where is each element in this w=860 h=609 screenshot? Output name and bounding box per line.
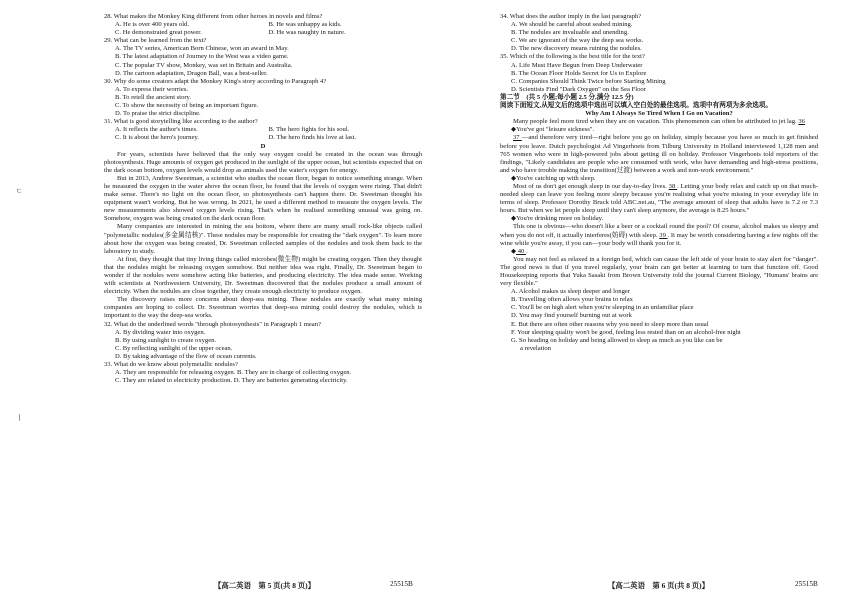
blank-38: 38: [668, 182, 678, 190]
subheading: [500, 248, 818, 256]
blank-37: 37: [513, 134, 522, 142]
option-a: A. By dividing water into oxygen.: [115, 328, 206, 336]
option-b: B. They are in charge of collecting oxygen.: [237, 369, 352, 377]
option-a: A. The TV series, American Born Chinese, won an award in May.: [115, 45, 289, 53]
subheading: ◆You've got "leisure sickness".: [511, 126, 595, 134]
option-d: D. The new discovery means ruining the nodules.: [511, 45, 642, 53]
option-d: D. Scientists Find "Dark Oxygen" on the Sea Floor: [511, 85, 646, 93]
option-item: G. So heading on holiday and being allowed to sleep as much as you like can be: [511, 336, 723, 344]
option-item-continuation: a revelation: [520, 344, 551, 352]
passage-paragraph: Many companies are interested in mining the sea bottom, where there are many small rock-like objects called "polymetallic nodules(多金属结核)". These nodules may be responsible for creating the "dark oxygen". To learn more about how the oxygen was being created, Dr. Sweetman collected samples of the nodules and took them back to the laboratory to study.: [104, 223, 422, 255]
option-b: B. The Ocean Floor Holds Secret for Us to Explore: [511, 69, 647, 77]
question-28: [104, 13, 422, 37]
option-c: C. It is about the hero's journey.: [115, 134, 199, 142]
option-c: C. We are ignorant of the way the deep sea works.: [511, 37, 644, 45]
option-item: C. You'll be on high alert when you're sleeping in an unfamiliar place: [511, 304, 694, 312]
option-c: C. He demonstrated great power.: [115, 29, 202, 37]
page-footer-right: 【高二英语 第 6 页(共 8 页)】: [608, 581, 710, 590]
question-29: [104, 37, 422, 77]
question-32: [104, 321, 422, 361]
option-c: C. They are related to electricity production.: [115, 377, 233, 385]
question-31: [104, 118, 422, 142]
passage-title: Why Am I Always So Tired When I Go on Vacation?: [585, 110, 733, 118]
section-two-heading: 第二节 (共 5 小题;每小题 2.5 分,满分 12.5 分): [500, 93, 634, 101]
question-stem: 28. What makes the Monkey King different from other heroes in novels and films?: [104, 13, 323, 20]
question-stem: 35. Which of the following is the best title for the text?: [500, 53, 645, 61]
paragraph-text: . Letting your body relax and catch up on that much-needed sleep can leave you feeling more sleepy because you're realising what you're missing in your everyday life in terms of sleep. Professor Dorothy Bruck told ABC.net.au, "The average amount of sleep that adults have is 7.2 or 7.3 hours. But when we let people sleep until they can't sleep anymore, the average is 8.25 hours.": [500, 182, 818, 215]
passage-paragraph: [500, 183, 818, 215]
option-a: A. To express their worries.: [115, 85, 189, 93]
subheading: ◆You're catching up with sleep.: [511, 174, 596, 182]
option-item: F. Your sleeping quality won't be good, feeling less rested than on an alcohol-free night: [511, 328, 741, 336]
option-a: A. We should be careful about seabed mining.: [511, 21, 633, 29]
question-34: [500, 13, 818, 53]
left-column: [104, 13, 422, 385]
question-stem: 33. What do we know about polymetallic nodules?: [104, 361, 238, 369]
option-a: A. He is over 400 years old.: [115, 21, 189, 29]
option-cd: [104, 377, 422, 385]
option-d: D. By taking advantage of the flow of ocean currents.: [115, 352, 257, 360]
option-d: D. He was naughty in nature.: [268, 29, 346, 37]
page-code-left: 25515B: [390, 580, 413, 588]
option-b: B. The nodules are invaluable and unending.: [511, 29, 629, 37]
section-d-heading: D: [260, 142, 266, 150]
option-b: B. To retell the ancient story.: [115, 93, 192, 101]
paragraph-text: Many people feel more tired when they are on vacation. This phenomenon can often be attributed to jet lag.: [513, 118, 797, 126]
right-column: [500, 13, 818, 353]
option-d: D. The hero finds his love at last.: [268, 134, 357, 142]
option-a: A. Life Must Have Begun from Deep Underwater: [511, 61, 643, 69]
passage-d: [104, 151, 422, 321]
section-instruction: 阅读下面短文,从短文后的选项中选出可以填入空白处的最佳选项。选项中有两项为多余选项。: [500, 102, 772, 110]
option-item: E. But there are often other reasons why you need to sleep more than usual: [511, 320, 709, 328]
question-33: [104, 361, 422, 385]
option-item: A. Alcohol makes us sleep deeper and longer: [511, 288, 631, 296]
subheading: ◆You're drinking more on holiday.: [511, 215, 604, 223]
option-d: D. To praise the strict discipline.: [115, 110, 201, 118]
question-30: [104, 78, 422, 118]
option-b: B. He was unhappy as kids.: [268, 21, 342, 29]
option-c: C. To show the necessity of being an important figure.: [115, 102, 259, 110]
passage-paragraph: The discovery raises more concerns about deep-sea mining. These nodules are exactly what many mining companies are hoping to collect. Dr. Sweetman worries that deep-sea mining could destroy the nodules, which is important to the way the deep-sea works.: [104, 296, 422, 320]
passage-paragraph: [500, 223, 818, 247]
passage-paragraph: At first, they thought that tiny living things called microbes(微生物) might be creating oxygen. Then they thought that the nodules might be releasing oxygen somehow. But neither idea was right. Finally, Dr. Sweetman began to wonder if the nodules were somehow acting like batteries, and producing electricity. The idea made sense. Working with scientists at Northwestern University, Dr. Sweetman discovered that the nodules produce a small amount of electricity. When the nodules are close together, they create enough electricity to produce oxygen.: [104, 255, 422, 296]
blank-39: 39: [659, 231, 668, 239]
page-code-right: 25515B: [795, 580, 818, 588]
question-stem: 34. What does the author imply in the last paragraph?: [500, 13, 642, 20]
option-item: D. You may find yourself burning out at work: [511, 312, 632, 320]
blank-40: 40: [516, 247, 526, 255]
option-c: C. Companies Should Think Twice before Starting Mining: [511, 77, 666, 85]
option-c: C. By reflecting sunlight of the upper ocean.: [115, 344, 233, 352]
question-stem: 29. What can be learned from the text?: [104, 37, 207, 45]
passage-paragraph: [500, 118, 818, 126]
margin-mark: ㄷ: [16, 187, 23, 195]
question-35: [500, 53, 818, 93]
bullet-icon: ◆: [511, 247, 517, 255]
option-b: B. The hero fights for his soul.: [268, 126, 350, 134]
option-a: A. They are responsible for releasing oxygen.: [115, 369, 236, 377]
passage-paragraph: You may not feel as relaxed in a foreign bed, which can cause the left side of your brain to stay alert for "danger". The good news is that if you travel regularly, your brain can get better at learning to turn that function off. Good Housekeeping reports that Yuka Sasaki from Brown University told the journal Current Biology, "Humans' brains are very flexible.": [500, 255, 818, 288]
paragraph-text: . It may be worth considering having a few nights off the wine while you're away, if you can—your body will thank you for it.: [500, 231, 818, 247]
paragraph-text: Most of us don't get enough sleep in our day-to-day lives.: [513, 182, 667, 190]
margin-mark: ㅣ: [16, 414, 23, 422]
option-item: B. Travelling often allows your brains to relax: [511, 296, 633, 304]
paragraph-text: —and therefore very tired—right before you go on holiday, simply because you have so much to get finished before you leave. Dutch psychologist Ad Vingerhoets from Tilburg University in Holland interviewed 1,128 men and 765 women who were in high-powered jobs about getting ill on holiday. Professor Vingerhoets told reporters of the findings, "Likely candidates are people who are consumed with work, who have demanding and high-stress positions, and who have trouble making the transition(过渡) between a work and non-work environment.": [500, 134, 818, 174]
option-d: D. The cartoon adaptation, Dragon Ball, was a best-seller.: [115, 69, 268, 77]
option-a: A. It reflects the author's times.: [115, 126, 198, 134]
subheading-end: .: [525, 247, 528, 255]
passage-paragraph: [500, 134, 818, 174]
option-b: B. By using sunlight to create oxygen.: [115, 336, 217, 344]
options-list: [500, 288, 818, 353]
passage-paragraph: But in 2013, Andrew Sweetman, a scientist who studies the ocean floor, began to notice something strange. When he measured the oxygen in the water above the ocean floor, he found that the levels of oxygen were rising. That didn't make sense. There's no light on the ocean floor, so photosynthesis can't happen there. Dr. Sweetman thought his equipment wasn't working. But he was wrong. In 2021, he used a different method to measure the oxygen levels. The new measurements also showed oxygen levels rising. That's when he realised something unusual was going on. Somehow, oxygen was being created on the dark ocean floor.: [104, 174, 422, 223]
paragraph-text: This one is obvious—who doesn't like a beer or a cocktail round the pool? Of course, alcohol makes us sleepy and when you do not off, it actually interferes(妨碍) with sleep.: [500, 223, 818, 239]
passage-paragraph: For years, scientists have believed that the only way oxygen could be created in the ocean was through photosynthesis. Huge amounts of oxygen get produced in the sunlight of the upper ocean, but scientists expected that on the dark ocean bottom, oxygen levels would drop as animals used the water's oxygen for energy.: [104, 150, 422, 174]
question-stem: 31. What is good storytelling like according to the author?: [104, 118, 258, 126]
option-d: D. They are batteries generating electricity.: [233, 377, 348, 385]
page-footer-left: 【高二英语 第 5 页(共 8 页)】: [214, 581, 316, 590]
blank-36: 36: [798, 118, 805, 126]
option-ab: [104, 369, 422, 377]
option-b: B. The latest adaptation of Journey to the West was a video game.: [115, 53, 289, 61]
question-stem: 30. Why do some creators adapt the Monkey King's story according to Paragraph 4?: [104, 77, 327, 85]
option-c: C. The popular TV show, Monkey, was set in Britain and Australia.: [115, 61, 293, 69]
question-stem: 32. What do the underlined words "through photosynthesis" in Paragraph 1 mean?: [104, 320, 321, 328]
